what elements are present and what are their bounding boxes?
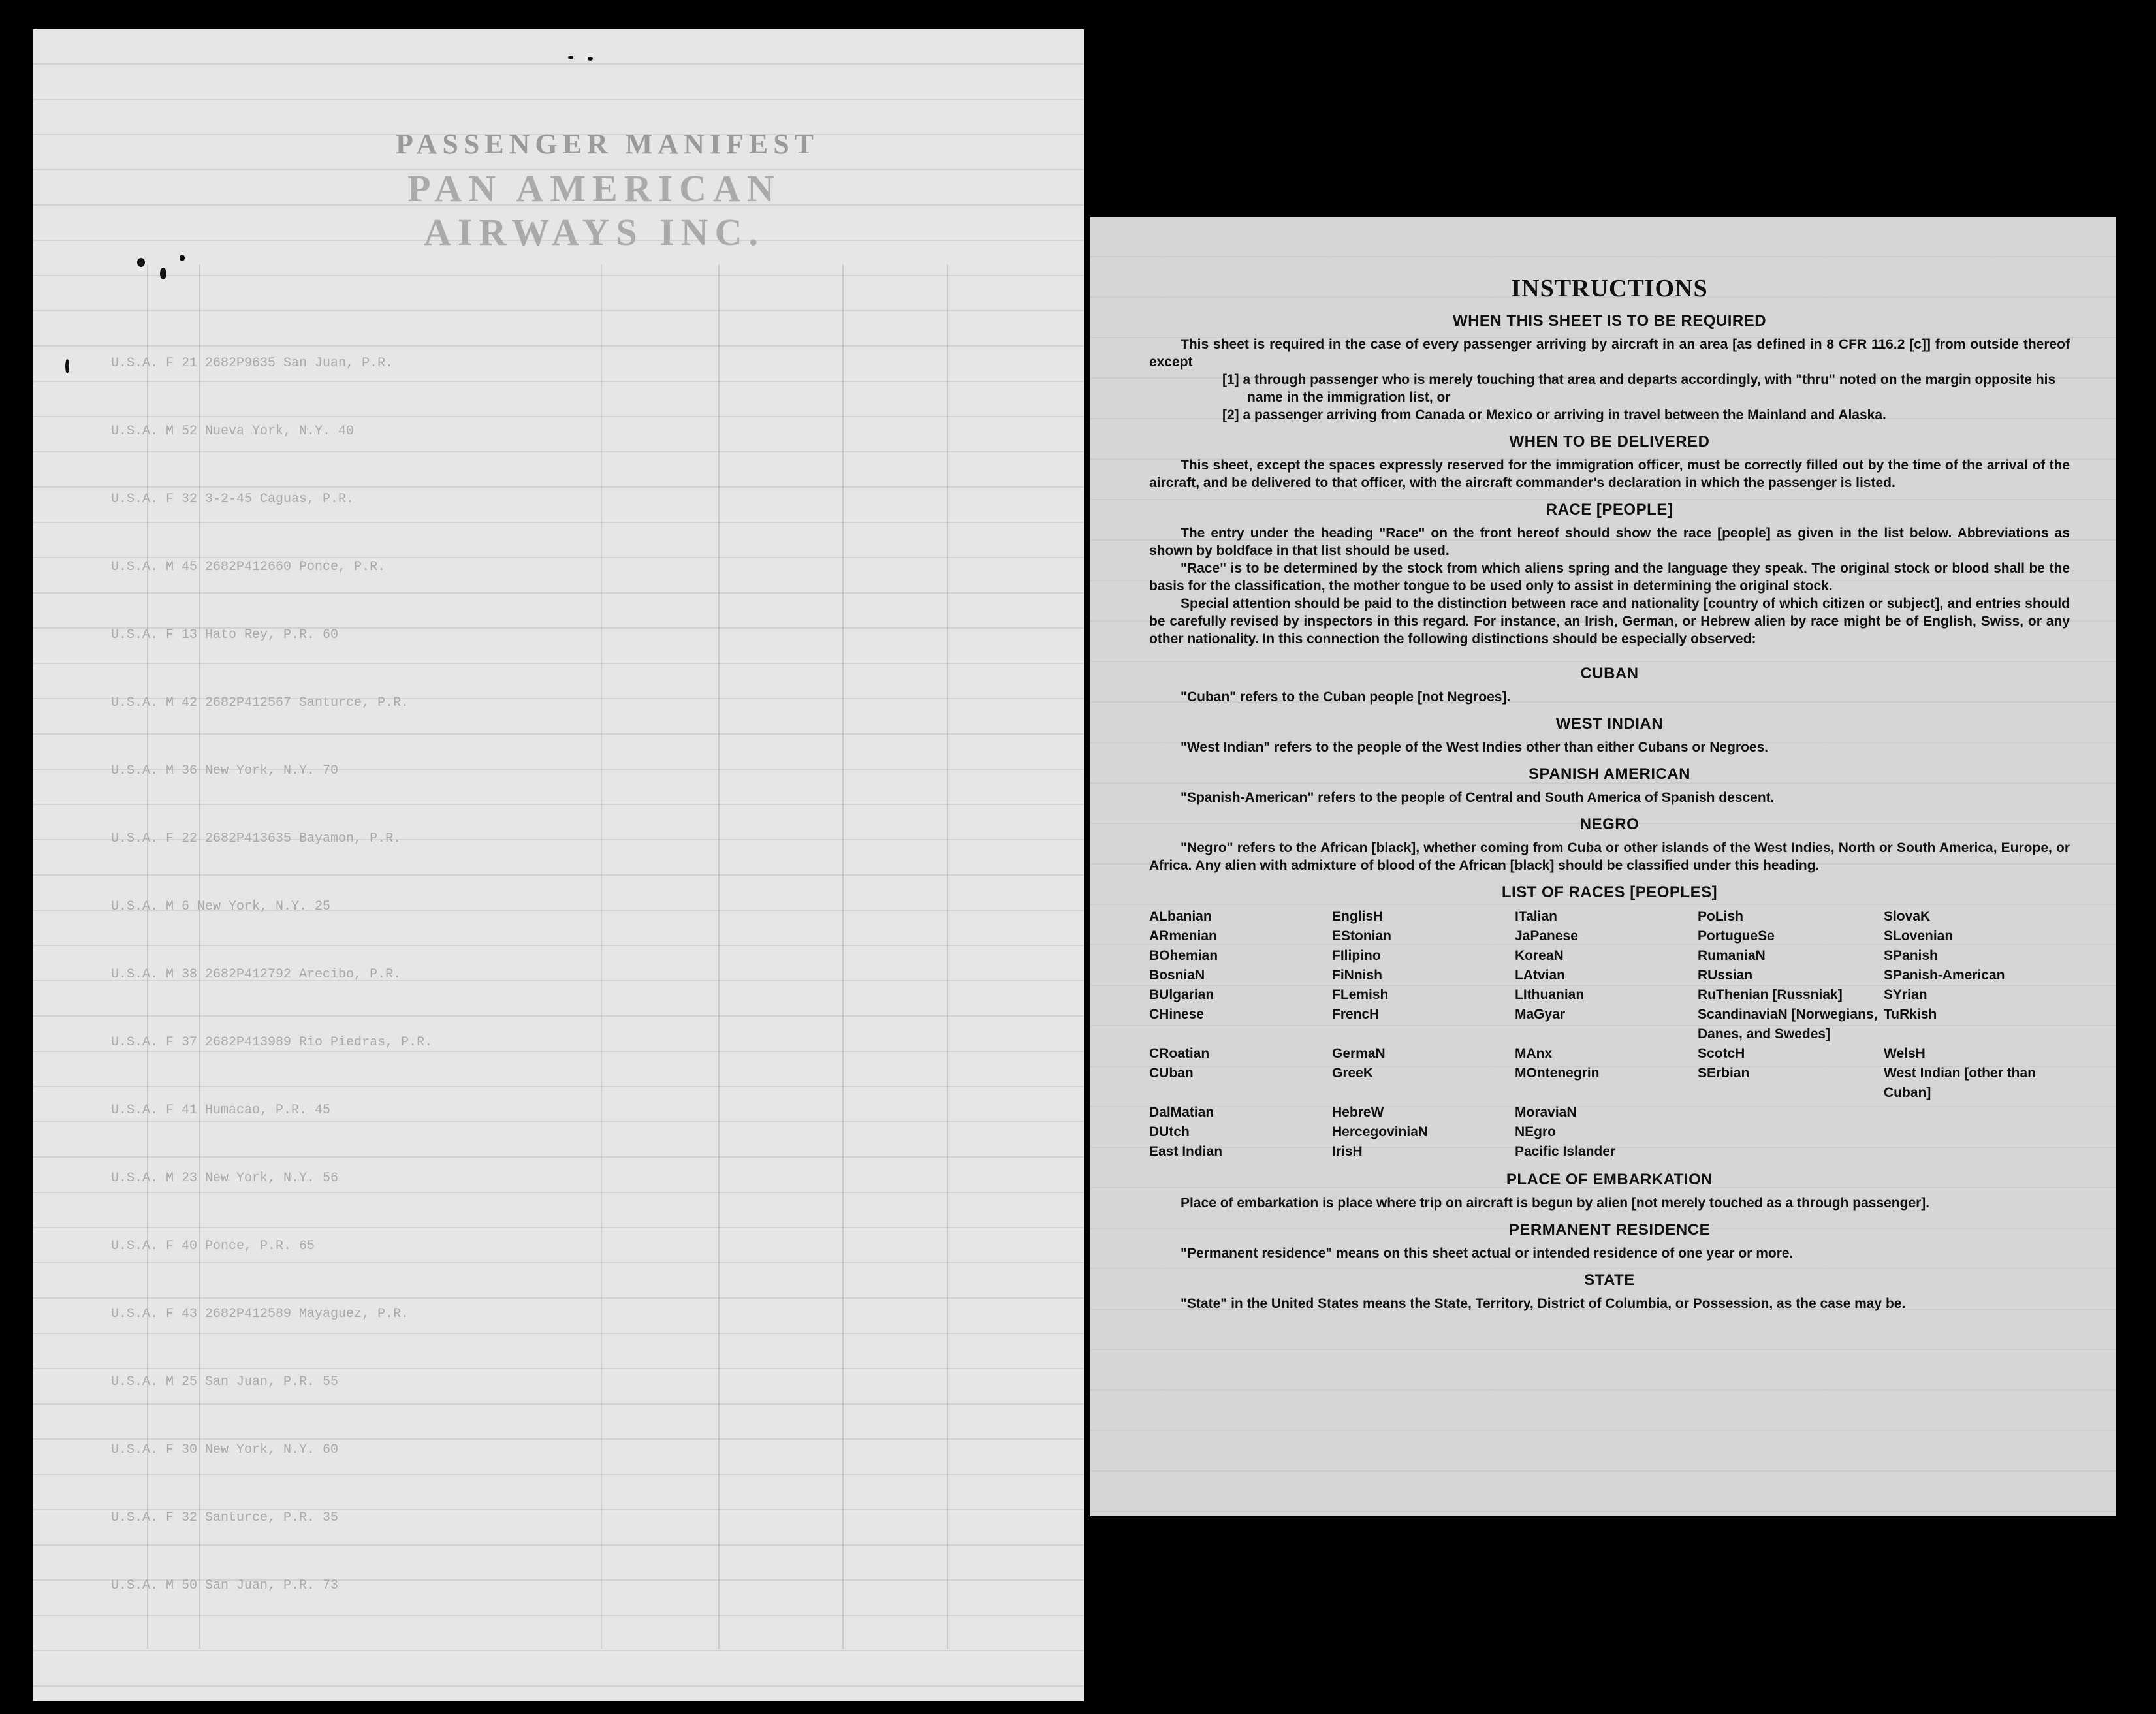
- permanent-residence-text: "Permanent residence" means on this sheet actual or intended residence of one year or more.: [1181, 1246, 1794, 1261]
- manifest-row: U.S.A. F 32 Santurce, P.R. 35: [111, 1510, 339, 1525]
- manifest-row: U.S.A. F 41 Humacao, P.R. 45: [111, 1103, 331, 1118]
- column-divider: [842, 264, 844, 1649]
- race-item: SYrian: [1884, 987, 1927, 1002]
- manifest-sheet: [33, 29, 1084, 1701]
- race-item: PortugueSe: [1698, 928, 1775, 944]
- heading-negro: NEGRO: [1579, 816, 1640, 833]
- ink-spot: [180, 255, 185, 261]
- race-item: CRoatian: [1149, 1046, 1210, 1061]
- manifest-row: U.S.A. M 50 San Juan, P.R. 73: [111, 1578, 339, 1593]
- race-item: Pacific Islander: [1515, 1144, 1616, 1159]
- column-divider: [601, 264, 602, 1649]
- manifest-row: U.S.A. F 40 Ponce, P.R. 65: [111, 1239, 315, 1254]
- ink-spot: [588, 57, 593, 61]
- heading-embarkation: PLACE OF EMBARKATION: [1506, 1171, 1713, 1188]
- race-item: BOhemian: [1149, 948, 1218, 963]
- column-divider: [947, 264, 948, 1649]
- race-item: CUban: [1149, 1066, 1194, 1081]
- race-paragraph-1: The entry under the heading "Race" on the front hereof should show the race [people] as given in the list below. Abbreviations as shown by boldface in that list should be used.: [1149, 526, 2070, 558]
- race-item: East Indian: [1149, 1144, 1223, 1159]
- race-item: [1698, 1142, 1884, 1162]
- race-item: SlovaK: [1884, 909, 1931, 924]
- race-item: ScandinaviaN [Norwegians, Danes, and Swedes]: [1698, 1007, 1878, 1041]
- race-item: FiNnish: [1332, 968, 1382, 983]
- heading-state: STATE: [1584, 1271, 1635, 1289]
- race-item: [1884, 1142, 2070, 1162]
- ink-spot: [160, 268, 166, 279]
- negro-text: "Negro" refers to the African [black], whether coming from Cuba or other islands of the West Indies, North or South America, Europe, or Africa. Any alien with admixture of blood of the African [black] should be classified under this heading.: [1149, 840, 2070, 873]
- heading-cuban: CUBAN: [1580, 665, 1639, 682]
- race-item: FrencH: [1332, 1007, 1380, 1022]
- race-item: LAtvian: [1515, 968, 1566, 983]
- race-item: [1698, 1122, 1884, 1142]
- race-item: BosniaN: [1149, 968, 1205, 983]
- west-indian-text: "West Indian" refers to the people of the West Indies other than either Cubans or Negroes.: [1181, 740, 1769, 755]
- race-item: LIthuanian: [1515, 987, 1585, 1002]
- ink-spot: [137, 258, 145, 267]
- race-item: FLemish: [1332, 987, 1389, 1002]
- race-item: PoLish: [1698, 909, 1744, 924]
- race-item: West Indian [other than Cuban]: [1884, 1066, 2036, 1100]
- state-text: "State" in the United States means the State, Territory, District of Columbia, or Possession, as the case may be.: [1181, 1296, 1906, 1311]
- heading-west-indian: WEST INDIAN: [1555, 715, 1664, 733]
- embarkation-text: Place of embarkation is place where trip on aircraft is begun by alien [not merely touched as a through passenger].: [1181, 1196, 1930, 1211]
- race-item: TuRkish: [1884, 1007, 1937, 1022]
- manifest-row: U.S.A. M 52 Nueva York, N.Y. 40: [111, 424, 355, 439]
- manifest-row: U.S.A. M 45 2682P412660 Ponce, P.R.: [111, 560, 386, 575]
- instructions-sheet: [1090, 217, 2116, 1516]
- manifest-row: U.S.A. M 36 New York, N.Y. 70: [111, 763, 339, 778]
- race-item: [1884, 1103, 2070, 1122]
- race-item: ALbanian: [1149, 909, 1212, 924]
- race-item: EStonian: [1332, 928, 1392, 944]
- race-item: SLovenian: [1884, 928, 1954, 944]
- race-item: MoraviaN: [1515, 1105, 1577, 1120]
- race-item: NEgro: [1515, 1124, 1556, 1139]
- race-item: SPanish: [1884, 948, 1938, 963]
- race-item: ScotcH: [1698, 1046, 1745, 1061]
- race-item: SErbian: [1698, 1066, 1750, 1081]
- column-divider: [718, 264, 720, 1649]
- race-item: DalMatian: [1149, 1105, 1214, 1120]
- race-item: GermaN: [1332, 1046, 1386, 1061]
- race-item: KoreaN: [1515, 948, 1564, 963]
- column-divider: [199, 264, 200, 1649]
- race-paragraph-3: Special attention should be paid to the distinction between race and nationality [country of which citizen or subject], and entries should be carefully revised by inspectors in this regard. For instance, an Irish, German, or Hebrew alien by race might be of English, Swiss, or any other nationality. In this connection the following distinctions should be especially observed:: [1149, 596, 2070, 646]
- manifest-row: U.S.A. M 25 San Juan, P.R. 55: [111, 1374, 339, 1389]
- heading-when-delivered: WHEN TO BE DELIVERED: [1509, 433, 1710, 451]
- race-item: [1698, 1103, 1884, 1122]
- heading-list-of-races: LIST OF RACES [PEOPLES]: [1501, 883, 1718, 901]
- manifest-row: U.S.A. F 37 2682P413989 Rio Piedras, P.R.: [111, 1035, 433, 1050]
- heading-race: RACE [PEOPLE]: [1546, 501, 1673, 518]
- race-item: BUlgarian: [1149, 987, 1214, 1002]
- spanish-american-text: "Spanish-American" refers to the people of Central and South America of Spanish descent.: [1181, 790, 1775, 805]
- instructions-content: [1149, 274, 2070, 1312]
- manifest-row: U.S.A. M 42 2682P412567 Santurce, P.R.: [111, 695, 409, 710]
- heading-permanent-residence: PERMANENT RESIDENCE: [1508, 1221, 1711, 1239]
- race-item: MOntenegrin: [1515, 1066, 1600, 1081]
- race-item: FIlipino: [1332, 948, 1381, 963]
- manifest-row: U.S.A. F 30 New York, N.Y. 60: [111, 1442, 339, 1457]
- column-divider: [147, 264, 148, 1649]
- race-item: HebreW: [1332, 1105, 1384, 1120]
- race-item: GreeK: [1332, 1066, 1374, 1081]
- exception-item-1: [1] a through passenger who is merely touching that area and departs accordingly, with "thru" noted on the margin opposite his name in the immigration list, or: [1222, 372, 2056, 405]
- race-item: ITalian: [1515, 909, 1557, 924]
- race-item: DUtch: [1149, 1124, 1190, 1139]
- cuban-text: "Cuban" refers to the Cuban people [not Negroes].: [1181, 690, 1511, 705]
- manifest-row: U.S.A. M 6 New York, N.Y. 25: [111, 899, 331, 914]
- race-item: [1884, 1122, 2070, 1142]
- when-delivered-text: This sheet, except the spaces expressly reserved for the immigration officer, must be correctly filled out by the time of the arrival of the aircraft, and be delivered to that officer, with the aircraft commander's declaration in which the passenger is listed.: [1149, 458, 2070, 490]
- race-item: EnglisH: [1332, 909, 1384, 924]
- race-item: CHinese: [1149, 1007, 1205, 1022]
- manifest-row: U.S.A. F 32 3-2-45 Caguas, P.R.: [111, 492, 355, 507]
- races-list: [1149, 907, 2070, 1162]
- race-item: RUssian: [1698, 968, 1753, 983]
- ink-spot: [568, 56, 573, 59]
- manifest-row: U.S.A. F 21 2682P9635 San Juan, P.R.: [111, 356, 394, 371]
- manifest-title: PASSENGER MANIFEST: [395, 128, 819, 160]
- race-item: IrisH: [1332, 1144, 1363, 1159]
- race-item: MaGyar: [1515, 1007, 1566, 1022]
- race-item: WelsH: [1884, 1046, 1926, 1061]
- ink-spot: [65, 359, 69, 373]
- when-required-text: This sheet is required in the case of every passenger arriving by aircraft in an area [as defined in 8 CFR 116.2 [c]] from outside thereof except: [1149, 337, 2070, 370]
- race-paragraph-2: "Race" is to be determined by the stock from which aliens spring and the language they speak. The original stock or blood shall be the basis for the classification, the mother tongue to be used only to assist in determining the original stock.: [1149, 561, 2070, 594]
- race-item: MAnx: [1515, 1046, 1553, 1061]
- race-item: RumaniaN: [1698, 948, 1766, 963]
- race-item: ARmenian: [1149, 928, 1217, 944]
- heading-when-required: WHEN THIS SHEET IS TO BE REQUIRED: [1452, 312, 1767, 330]
- page-title: INSTRUCTIONS: [1511, 275, 1708, 302]
- manifest-row: U.S.A. F 22 2682P413635 Bayamon, P.R.: [111, 831, 402, 846]
- manifest-row: U.S.A. M 38 2682P412792 Arecibo, P.R.: [111, 967, 402, 982]
- heading-spanish-american: SPANISH AMERICAN: [1528, 765, 1690, 783]
- race-item: JaPanese: [1515, 928, 1578, 944]
- manifest-subtitle: PAN AMERICAN AIRWAYS INC.: [407, 167, 781, 253]
- manifest-row: U.S.A. F 43 2682P412589 Mayaguez, P.R.: [111, 1307, 409, 1322]
- exception-item-2: [2] a passenger arriving from Canada or Mexico or arriving in travel between the Mainland and Alaska.: [1222, 407, 1886, 422]
- manifest-row: U.S.A. M 23 New York, N.Y. 56: [111, 1171, 339, 1186]
- race-item: RuThenian [Russniak]: [1698, 987, 1843, 1002]
- manifest-row: U.S.A. F 13 Hato Rey, P.R. 60: [111, 627, 339, 643]
- race-item: SPanish-American: [1884, 968, 2005, 983]
- race-item: HercegoviniaN: [1332, 1124, 1429, 1139]
